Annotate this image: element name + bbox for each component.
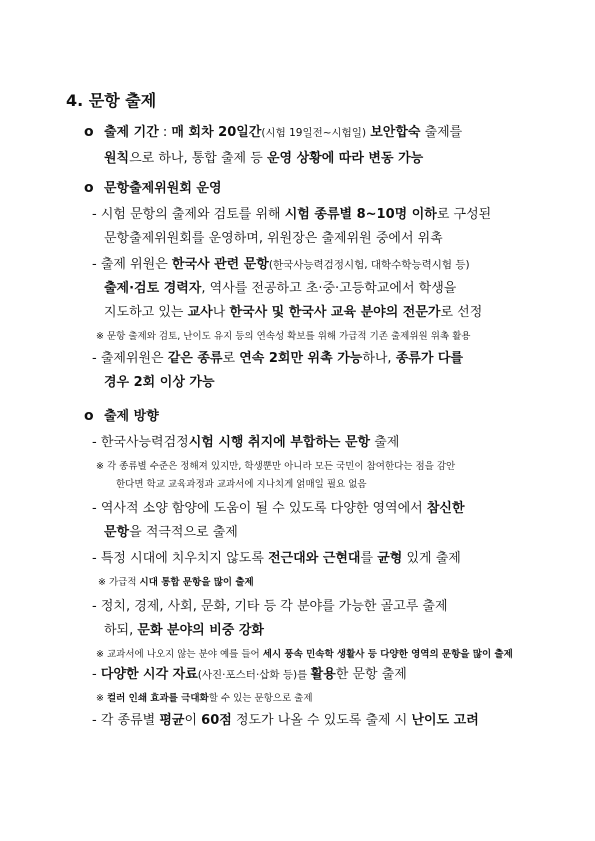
committee-item-2b: 출제·검토 경력자, 역사를 전공하고 초·중·고등학교에서 학생을 — [104, 281, 457, 296]
committee-item-2c: 지도하고 있는 교사나 한국사 및 한국사 교육 분야의 전문가로 선정 — [104, 305, 483, 320]
committee-item-1a: - 시험 문항의 출제와 검토를 위해 시험 종류별 8~10명 이하로 구성된 — [92, 207, 492, 222]
committee-item-2a: - 출제 위원은 한국사 관련 문항(한국사능력검정시험, 대학수학능력시험 등) — [92, 257, 470, 272]
direction-item-2a: - 역사적 소양 함양에 도움이 될 수 있도록 다양한 영역에서 참신한 — [92, 501, 465, 516]
note-color: ※ 컬러 인쇄 효과를 극대화할 수 있는 문항으로 출제 — [96, 693, 313, 704]
schedule-line-1: 출제 기간 : 매 회차 20일간(시험 19일전~시험일) 보안합숙 출제를 — [104, 125, 463, 140]
committee-item-3b: 경우 2회 이상 가능 — [104, 375, 215, 390]
bullet-circle: ο — [84, 180, 94, 196]
committee-heading: 문항출제위원회 운영 — [104, 181, 222, 196]
committee-item-1b: 문항출제위원회를 운영하며, 위원장은 출제위원 중에서 위촉 — [104, 231, 443, 246]
direction-item-1: - 한국사능력검정시험 시행 취지에 부합하는 문항 출제 — [92, 435, 400, 450]
direction-item-3: - 특정 시대에 치우치지 않도록 전근대와 근현대를 균형 있게 출제 — [92, 551, 461, 566]
bullet-circle: ο — [84, 408, 94, 424]
bullet-circle: ο — [84, 124, 94, 140]
direction-heading: 출제 방향 — [104, 409, 159, 424]
section-title: 4. 문항 출제 — [66, 91, 157, 110]
direction-item-6: - 각 종류별 평균이 60점 정도가 나올 수 있도록 출제 시 난이도 고려 — [92, 713, 479, 728]
direction-item-5: - 다양한 시각 자료(사진·포스터·삽화 등)를 활용한 문항 출제 — [92, 667, 407, 682]
direction-item-4a: - 정치, 경제, 사회, 문화, 기타 등 각 분야를 가능한 골고루 출제 — [92, 599, 448, 614]
note-continuity: ※ 문항 출제와 검토, 난이도 유지 등의 연속성 확보를 위해 가급적 기존 출제위원 위촉 활용 — [96, 331, 471, 342]
note-era: ※ 가급적 시대 통합 문항을 많이 출제 — [98, 577, 254, 588]
committee-item-3a: - 출제위원은 같은 종류로 연속 2회만 위촉 가능하나, 종류가 다를 — [92, 351, 464, 366]
note-culture: ※ 교과서에 나오지 않는 분야 예를 들어 세시 풍속 민속학 생활사 등 다양한 영역의 문항을 많이 출제 — [96, 649, 513, 660]
direction-item-2b: 문항을 적극적으로 출제 — [104, 525, 238, 540]
note-level-1: ※ 각 종류별 수준은 정해져 있지만, 학생뿐만 아니라 모든 국민이 참여한다는 점을 감안 — [96, 461, 456, 472]
direction-item-4b: 하되, 문화 분야의 비중 강화 — [104, 623, 264, 638]
note-level-2: 한다면 학교 교육과정과 교과서에 지나치게 얽매일 필요 없음 — [116, 479, 367, 490]
schedule-line-2: 원칙으로 하나, 통합 출제 등 운영 상황에 따라 변동 가능 — [104, 151, 424, 166]
